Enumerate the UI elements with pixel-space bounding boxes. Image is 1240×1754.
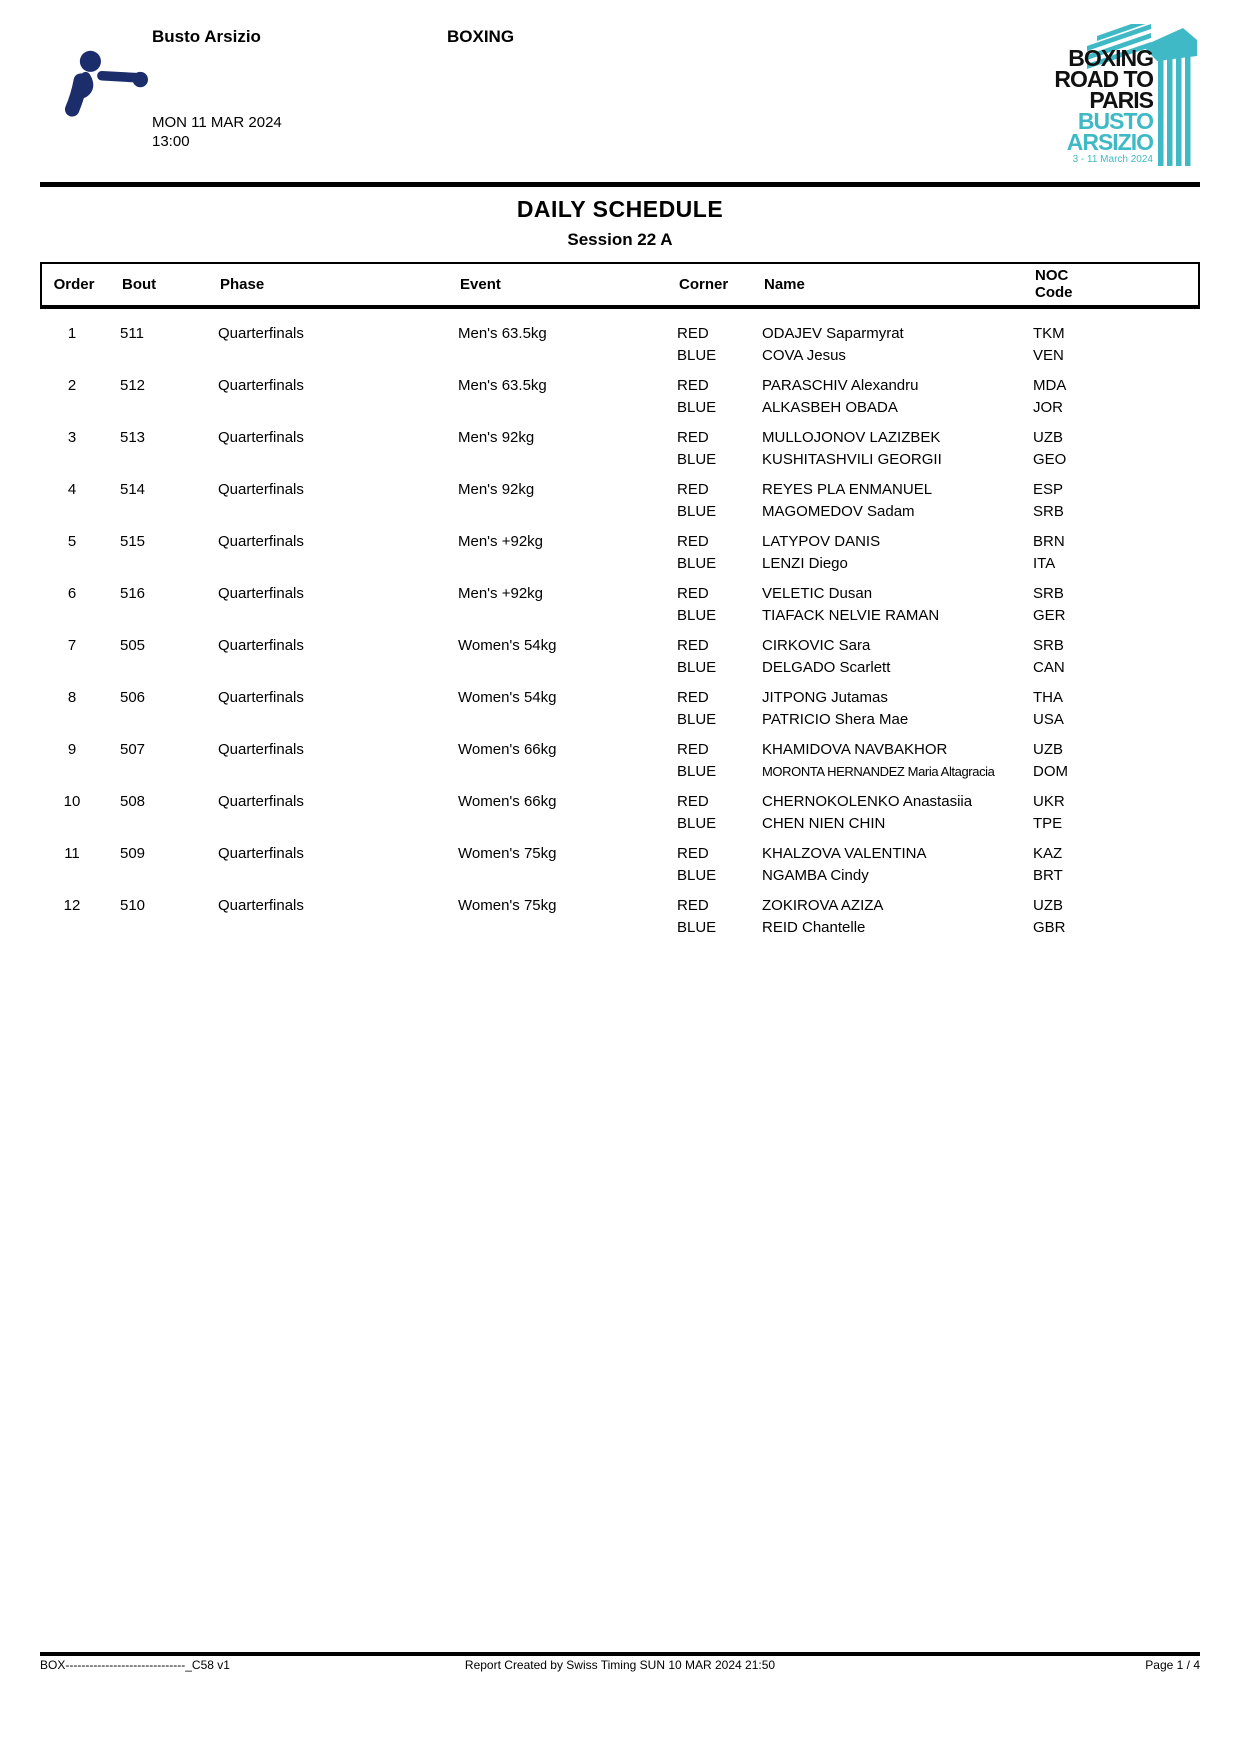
red-corner-label: RED [677,689,709,706]
phase-cell: Quarterfinals [218,637,304,654]
table-row [40,427,1200,470]
red-corner-label: RED [677,533,709,550]
red-boxer-name: JITPONG Jutamas [762,689,888,706]
red-boxer-name: REYES PLA ENMANUEL [762,481,933,498]
corner-cell [677,375,762,418]
col-header-noc-line1: NOC [1035,267,1069,284]
col-header-noc-line2: Code [1035,284,1073,301]
footer-page-number: Page 1 / 4 [1145,1658,1201,1672]
name-cell [762,843,1033,886]
blue-noc-code: GEO [1033,450,1067,468]
red-noc-code: TKM [1033,325,1065,342]
corner-cell [677,583,762,626]
page-header [40,0,1200,182]
red-noc-code: KAZ [1033,845,1063,862]
blue-corner-label: BLUE [677,710,717,728]
red-corner-label: RED [677,585,709,602]
blue-boxer-name: MAGOMEDOV Sadam [762,502,915,520]
corner-cell [677,895,762,938]
logo-vertical-stripes [1158,56,1191,167]
blue-boxer-name: COVA Jesus [762,346,846,364]
blue-noc-code: JOR [1033,398,1063,416]
session-date: MON 11 MAR 2024 [152,114,282,131]
blue-corner-label: BLUE [677,346,717,364]
table-row [40,479,1200,522]
blue-boxer-name: CHEN NIEN CHIN [762,814,886,832]
blue-noc-code: GER [1033,606,1066,624]
table-header [40,262,1200,309]
blue-boxer-name: MORONTA HERNANDEZ Maria Altagracia [762,763,995,779]
order-cell: 10 [63,793,81,810]
boxing-pictogram-icon [52,46,148,147]
logo-text-paris: PARIS [1089,87,1153,113]
blue-boxer-name: NGAMBA Cindy [762,866,869,884]
red-corner-label: RED [677,845,709,862]
bout-cell: 512 [120,377,146,394]
phase-cell: Quarterfinals [218,845,304,862]
col-header-name: Name [764,275,805,293]
footer-report-info: Report Created by Swiss Timing SUN 10 MAR 2024 21:50 [464,1658,776,1672]
logo-text-dates: 3 - 11 March 2024 [1072,154,1153,165]
blue-corner-label: BLUE [677,502,717,520]
red-corner-label: RED [677,325,709,342]
footer-report-code: BOX------------------------------_C58 v1 [40,1658,230,1672]
event-logo [1035,24,1197,179]
header-divider [40,182,1200,187]
corner-cell [677,687,762,730]
blue-noc-code: SRB [1033,502,1064,520]
phase-cell: Quarterfinals [218,897,304,914]
blue-noc-code: ITA [1033,554,1056,572]
corner-cell [677,479,762,522]
bout-cell: 514 [120,481,146,498]
red-boxer-name: VELETIC Dusan [762,585,873,602]
blue-corner-label: BLUE [677,866,717,884]
red-boxer-name: ZOKIROVA AZIZA [762,897,884,914]
blue-noc-code: CAN [1033,658,1065,676]
col-header-phase: Phase [220,275,265,293]
table-row [40,531,1200,574]
session-title: Session 22 A [567,230,673,249]
blue-corner-label: BLUE [677,658,717,676]
blue-corner-label: BLUE [677,554,717,572]
noc-cell [1033,583,1200,626]
noc-cell [1033,427,1200,470]
name-cell [762,531,1033,574]
bout-cell: 516 [120,585,146,602]
name-cell [762,583,1033,626]
corner-cell [677,843,762,886]
event-cell: Men's 92kg [458,429,535,446]
logo-text-arsizio: ARSIZIO [1066,129,1153,155]
red-boxer-name: CIRKOVIC Sara [762,637,871,654]
event-cell: Men's 63.5kg [458,377,547,394]
blue-noc-code: USA [1033,710,1064,728]
blue-corner-label: BLUE [677,918,717,936]
sport-name: BOXING [447,27,515,46]
venue-name: Busto Arsizio [152,27,261,46]
blue-boxer-name: PATRICIO Shera Mae [762,710,909,728]
name-cell [762,427,1033,470]
red-noc-code: BRN [1033,533,1065,550]
blue-boxer-name: ALKASBEH OBADA [762,398,898,416]
blue-noc-code: GBR [1033,918,1066,936]
col-header-noc [1035,267,1198,301]
noc-cell [1033,791,1200,834]
col-header-order: Order [53,275,95,293]
name-cell [762,791,1033,834]
table-row [40,843,1200,886]
red-corner-label: RED [677,793,709,810]
red-boxer-name: ODAJEV Saparmyrat [762,325,904,342]
table-row [40,791,1200,834]
bout-cell: 513 [120,429,146,446]
col-header-bout: Bout [122,275,157,293]
event-cell: Men's 92kg [458,481,535,498]
red-boxer-name: LATYPOV DANIS [762,533,881,550]
red-noc-code: UKR [1033,793,1065,810]
corner-cell [677,323,762,366]
red-noc-code: SRB [1033,637,1064,654]
col-header-event: Event [460,275,501,293]
page-footer [40,1652,1200,1672]
blue-boxer-name: LENZI Diego [762,554,848,572]
blue-boxer-name: KUSHITASHVILI GEORGII [762,450,942,468]
noc-cell [1033,739,1200,782]
blue-corner-label: BLUE [677,450,717,468]
event-cell: Women's 54kg [458,637,557,654]
phase-cell: Quarterfinals [218,325,304,342]
bout-cell: 511 [120,325,144,342]
corner-cell [677,739,762,782]
blue-corner-label: BLUE [677,398,717,416]
page-title: DAILY SCHEDULE [516,196,724,222]
red-corner-label: RED [677,637,709,654]
order-cell: 2 [67,377,77,394]
order-cell: 7 [67,637,77,654]
red-noc-code: SRB [1033,585,1064,602]
order-cell: 3 [67,429,77,446]
bout-cell: 508 [120,793,146,810]
order-cell: 4 [67,481,77,498]
noc-cell [1033,323,1200,366]
phase-cell: Quarterfinals [218,481,304,498]
red-boxer-name: MULLOJONOV LAZIZBEK [762,429,941,446]
red-corner-label: RED [677,481,709,498]
name-cell [762,687,1033,730]
event-cell: Men's +92kg [458,585,543,602]
bout-cell: 515 [120,533,146,550]
order-cell: 12 [63,897,81,914]
blue-boxer-name: REID Chantelle [762,918,866,936]
bout-cell: 507 [120,741,146,758]
phase-cell: Quarterfinals [218,689,304,706]
event-cell: Women's 54kg [458,689,557,706]
bout-cell: 509 [120,845,146,862]
red-noc-code: UZB [1033,741,1063,758]
schedule-rows [40,309,1200,938]
table-row [40,895,1200,938]
corner-cell [677,791,762,834]
red-boxer-name: CHERNOKOLENKO Anastasiia [762,793,973,810]
blue-noc-code: BRT [1033,866,1063,884]
order-cell: 9 [67,741,77,758]
order-cell: 5 [67,533,77,550]
logo-text-boxing: BOXING [1068,45,1153,71]
logo-text-busto: BUSTO [1077,108,1153,134]
blue-corner-label: BLUE [677,762,717,780]
red-boxer-name: KHAMIDOVA NAVBAKHOR [762,741,948,758]
bout-cell: 510 [120,897,146,914]
red-boxer-name: KHALZOVA VALENTINA [762,845,927,862]
noc-cell [1033,479,1200,522]
blue-noc-code: TPE [1033,814,1063,832]
event-cell: Women's 66kg [458,793,557,810]
phase-cell: Quarterfinals [218,429,304,446]
bout-cell: 506 [120,689,146,706]
red-corner-label: RED [677,429,709,446]
name-cell [762,895,1033,938]
blue-noc-code: DOM [1033,762,1068,780]
phase-cell: Quarterfinals [218,533,304,550]
corner-cell [677,427,762,470]
red-corner-label: RED [677,377,709,394]
phase-cell: Quarterfinals [218,585,304,602]
order-cell: 6 [67,585,77,602]
col-header-corner: Corner [679,275,729,293]
noc-cell [1033,843,1200,886]
session-datetime [152,113,282,151]
red-boxer-name: PARASCHIV Alexandru [762,377,919,394]
red-noc-code: ESP [1033,481,1064,498]
red-noc-code: UZB [1033,429,1063,446]
logo-text-roadto: ROAD TO [1054,66,1153,92]
name-cell [762,479,1033,522]
event-cell: Women's 75kg [458,897,557,914]
blue-boxer-name: TIAFACK NELVIE RAMAN [762,606,940,624]
corner-cell [677,531,762,574]
phase-cell: Quarterfinals [218,741,304,758]
phase-cell: Quarterfinals [218,793,304,810]
noc-cell [1033,531,1200,574]
corner-cell [677,635,762,678]
red-noc-code: THA [1033,689,1063,706]
name-cell [762,635,1033,678]
noc-cell [1033,635,1200,678]
event-cell: Men's +92kg [458,533,543,550]
order-cell: 11 [64,845,80,862]
session-time: 13:00 [152,133,190,150]
table-row [40,583,1200,626]
red-noc-code: UZB [1033,897,1063,914]
table-row [40,375,1200,418]
order-cell: 8 [67,689,77,706]
red-corner-label: RED [677,897,709,914]
noc-cell [1033,895,1200,938]
table-row [40,635,1200,678]
order-cell: 1 [67,325,77,342]
noc-cell [1033,687,1200,730]
table-row [40,323,1200,366]
blue-noc-code: VEN [1033,346,1064,364]
name-cell [762,739,1033,782]
event-cell: Men's 63.5kg [458,325,547,342]
blue-boxer-name: DELGADO Scarlett [762,658,891,676]
bout-cell: 505 [120,637,146,654]
red-corner-label: RED [677,741,709,758]
red-noc-code: MDA [1033,377,1067,394]
name-cell [762,323,1033,366]
event-cell: Women's 66kg [458,741,557,758]
phase-cell: Quarterfinals [218,377,304,394]
event-cell: Women's 75kg [458,845,557,862]
table-row [40,687,1200,730]
blue-corner-label: BLUE [677,814,717,832]
table-row [40,739,1200,782]
noc-cell [1033,375,1200,418]
blue-corner-label: BLUE [677,606,717,624]
name-cell [762,375,1033,418]
